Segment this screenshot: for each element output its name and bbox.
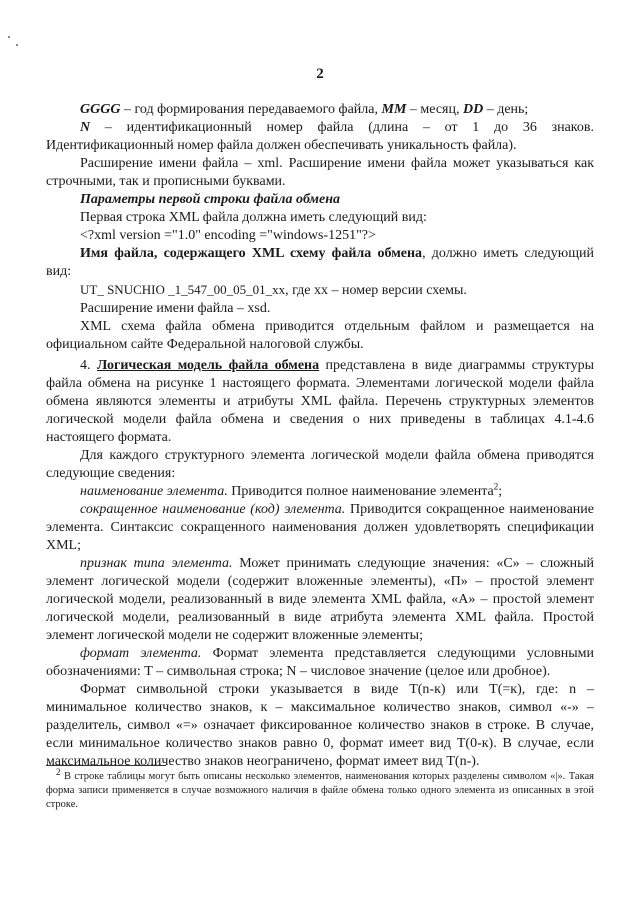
paragraph-element-type: признак типа элемента. Может принимать следующие значения: «С» – сложный элемент логической модели (содержит вложенные элементы), «П» – простой элемент логической модели, реализованный в виде элемента XML файла, «А» – простой элемент логической модели, реализованный в виде атрибута элемента XML файла. Простой элемент логической модели не содержит вложенные элементы; [46, 556, 595, 643]
paragraph-first-line: Первая строка XML файла должна иметь следующий вид: [80, 210, 427, 225]
paragraph-element-name: наименование элемента. Приводится полное наименование элемента$^2$; [80, 481, 503, 499]
paragraph-element-code: сокращенное наименование (код) элемента. Приводится сокращенное наименование элемента. Синтаксис сокращенного наименования должен удовлетворять спецификации XML; [46, 502, 594, 553]
footnote [46, 766, 594, 812]
paragraph-schema-file: UT_ SNUCHIO _1_547_00_05_01_xx, где хх – номер версии схемы. [80, 282, 467, 298]
paragraph-extension: Расширение имени файла – xml. Расширение имени файла может указываться как строчными, так и прописными буквами. [46, 156, 594, 189]
paragraph-n: N – идентификационный номер файла (длина – от 1 до 36 знаков. Идентификационный номер файла должен обеспечивать уникальность файла). [46, 120, 594, 153]
document-body [46, 101, 594, 771]
scan-speck [16, 44, 18, 46]
paragraph-info: Для каждого структурного элемента логической модели файла обмена приводятся следующие сведения: [46, 448, 594, 481]
paragraph-gggg: GGGG – год формирования передаваемого файла, MM – месяц, DD – день; [80, 102, 529, 117]
page-number: 2 [316, 66, 324, 82]
scan-speck [8, 36, 10, 38]
section-heading: Параметры первой строки файла обмена [80, 192, 340, 207]
footnote-mark: 2 [56, 766, 61, 777]
paragraph-logical-model: 4. Логическая модель файла обмена представлена в виде диаграммы структуры файла обмена на рисунке 1 настоящего формата. Элементами логической модели файла обмена являются элементы и атрибуты XML файла. Перечень структурных элементов логической модели файла обмена и сведения о них приведены в таблицах 4.1-4.6 настоящего формата. [46, 358, 595, 445]
xml-declaration: <?xml version ="1.0" encoding ="windows-1251"?> [80, 228, 376, 243]
paragraph-schema-site: XML схема файла обмена приводится отдельным файлом и размещается на официальном сайте Федеральной налоговой службы. [46, 319, 594, 352]
footnote-text: В строке таблицы могут быть описаны несколько элементов, наименования которых разделены символом «|». Такая форма записи применяется в случае возможного наличия в файле обмена только одного элемента из описанных в этой строке. [46, 771, 594, 810]
footnote-separator [46, 765, 166, 766]
paragraph-string-format: Формат символьной строки указывается в виде Т(n-к) или Т(=к), где: n – минимальное количество знаков, к – максимальное количество знаков, символ «-» – разделитель, символ «=» означает фиксированное количество знаков в строке. В случае, если минимальное количество знаков равно 0, формат имеет вид Т(0-к). В случае, если максимальное количество знаков неограничено, формат имеет вид Т(n-). [46, 682, 594, 769]
paragraph-element-format: формат элемента. Формат элемента представляется следующими условными обозначениями: Т – символьная строка; N – числовое значение (целое или дробное). [46, 646, 594, 679]
paragraph-schema-name: Имя файла, содержащего XML схему файла обмена, должно иметь следующий вид: [46, 246, 594, 279]
paragraph-xsd: Расширение имени файла – xsd. [80, 301, 271, 316]
